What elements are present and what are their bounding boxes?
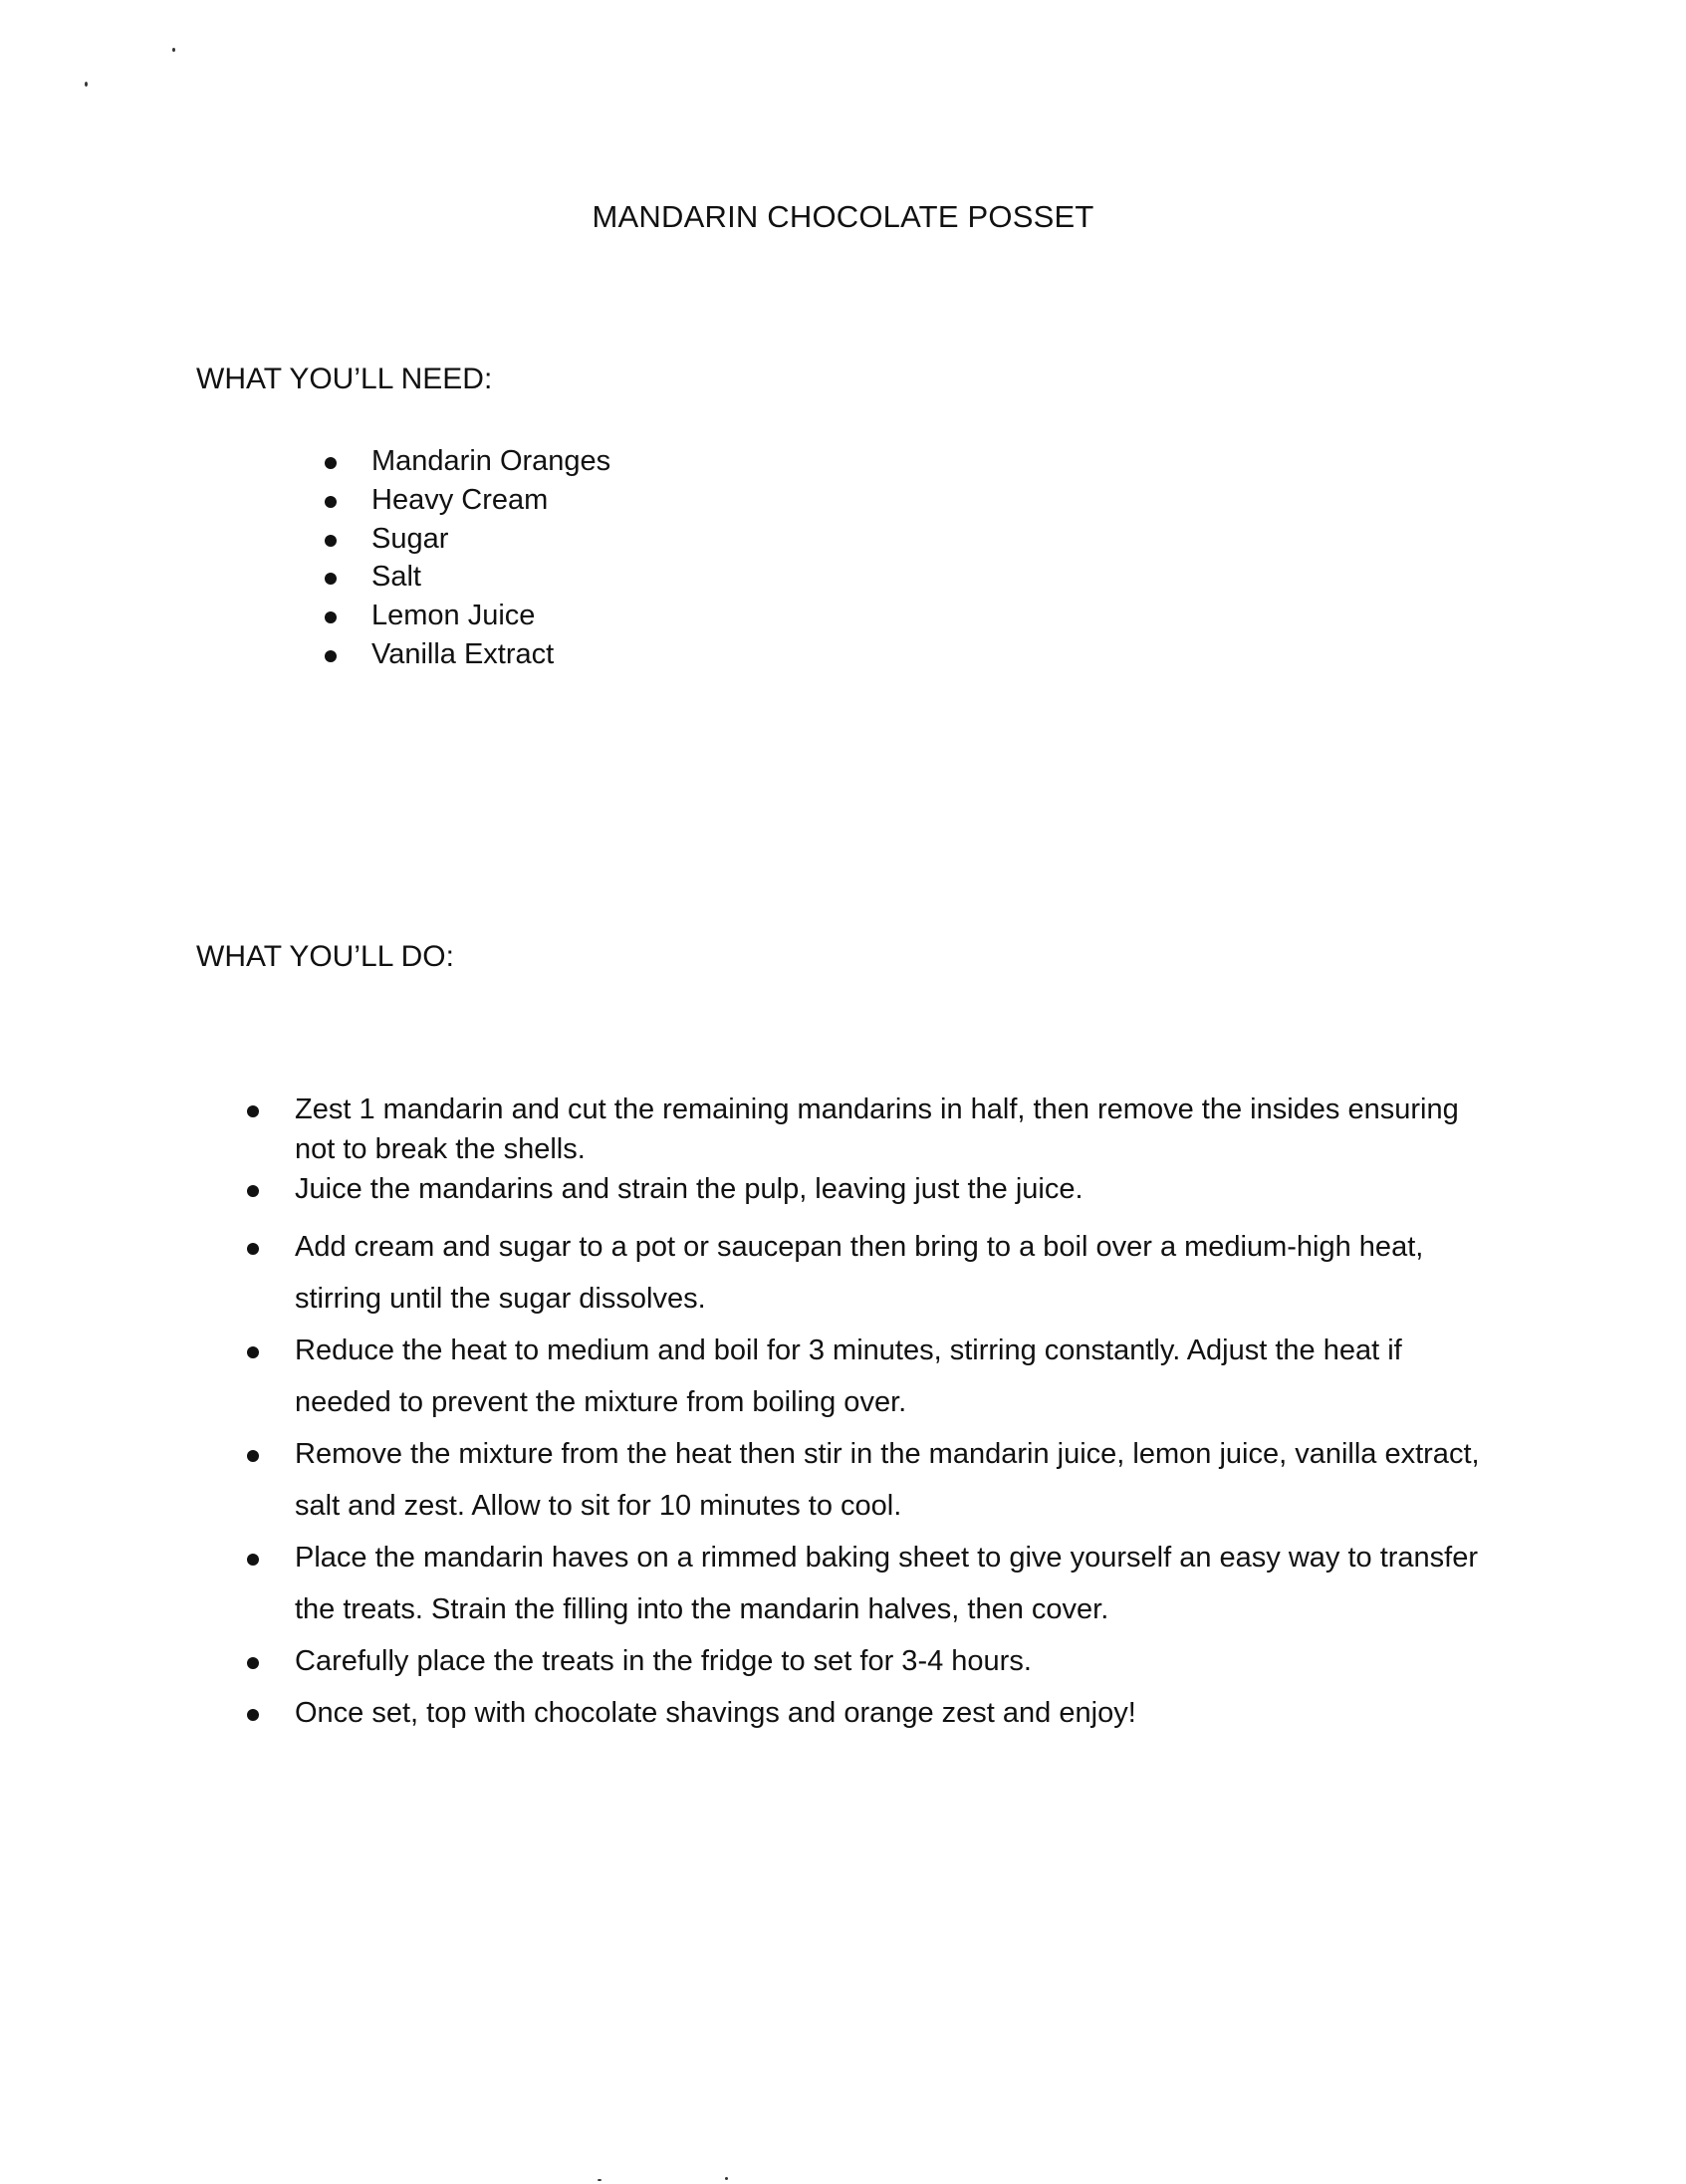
list-item bbox=[244, 1687, 1499, 1739]
page-title: MANDARIN CHOCOLATE POSSET bbox=[592, 199, 1094, 234]
list-item bbox=[322, 481, 610, 520]
list-item bbox=[322, 558, 610, 597]
step-text: Reduce the heat to medium and boil for 3 minutes, stirring constantly. Adjust the heat if needed to prevent the mixture from boiling over. bbox=[295, 1335, 1402, 1418]
list-item bbox=[244, 1169, 1499, 1209]
step-text: Once set, top with chocolate shavings and orange zest and enjoy! bbox=[295, 1697, 1136, 1729]
step-text: Remove the mixture from the heat then stir in the mandarin juice, lemon juice, vanilla extract, salt and zest. Allow to sit for 10 minutes to cool. bbox=[295, 1438, 1480, 1522]
bullet-icon bbox=[325, 496, 337, 508]
list-item bbox=[244, 1532, 1499, 1635]
scan-speck bbox=[725, 2177, 728, 2180]
list-item bbox=[322, 597, 610, 635]
bullet-icon bbox=[247, 1105, 259, 1117]
list-item bbox=[322, 520, 610, 559]
ingredient-text: Mandarin Oranges bbox=[371, 445, 611, 477]
bullet-icon bbox=[325, 573, 337, 585]
bullet-icon bbox=[325, 611, 337, 623]
bullet-icon bbox=[325, 535, 337, 547]
ingredient-text: Salt bbox=[371, 561, 421, 594]
list-item bbox=[244, 1090, 1499, 1169]
list-item bbox=[322, 442, 610, 481]
scan-speck bbox=[172, 48, 175, 52]
ingredients-list bbox=[322, 442, 610, 674]
bullet-icon bbox=[247, 1554, 259, 1566]
list-item bbox=[322, 635, 610, 674]
ingredient-text: Sugar bbox=[371, 522, 449, 555]
scan-speck bbox=[598, 2179, 602, 2181]
bullet-icon bbox=[247, 1243, 259, 1255]
bullet-icon bbox=[247, 1709, 259, 1721]
list-item bbox=[244, 1428, 1499, 1532]
scan-speck bbox=[85, 82, 88, 87]
bullet-icon bbox=[247, 1185, 259, 1197]
list-item bbox=[244, 1221, 1499, 1325]
step-text: Place the mandarin haves on a rimmed baking sheet to give yourself an easy way to transfer the treats. Strain the filling into the mandarin halves, then cover. bbox=[295, 1542, 1479, 1625]
steps-heading: WHAT YOU’LL DO: bbox=[196, 940, 454, 973]
ingredient-text: Lemon Juice bbox=[371, 600, 536, 632]
step-text: Zest 1 mandarin and cut the remaining mandarins in half, then remove the insides ensuring not to break the shells. bbox=[295, 1093, 1459, 1165]
step-text: Carefully place the treats in the fridge to set for 3-4 hours. bbox=[295, 1645, 1032, 1677]
ingredients-heading: WHAT YOU’LL NEED: bbox=[196, 363, 493, 395]
steps-list bbox=[244, 1090, 1499, 1739]
list-item bbox=[244, 1635, 1499, 1687]
step-text: Add cream and sugar to a pot or saucepan then bring to a boil over a medium-high heat, stirring until the sugar dissolves. bbox=[295, 1231, 1424, 1315]
step-text: Juice the mandarins and strain the pulp, leaving just the juice. bbox=[295, 1173, 1084, 1205]
bullet-icon bbox=[247, 1657, 259, 1669]
ingredient-text: Vanilla Extract bbox=[371, 637, 555, 670]
ingredient-text: Heavy Cream bbox=[371, 483, 549, 516]
list-item bbox=[244, 1325, 1499, 1428]
bullet-icon bbox=[325, 650, 337, 662]
bullet-icon bbox=[247, 1450, 259, 1462]
bullet-icon bbox=[247, 1346, 259, 1358]
bullet-icon bbox=[325, 457, 337, 469]
